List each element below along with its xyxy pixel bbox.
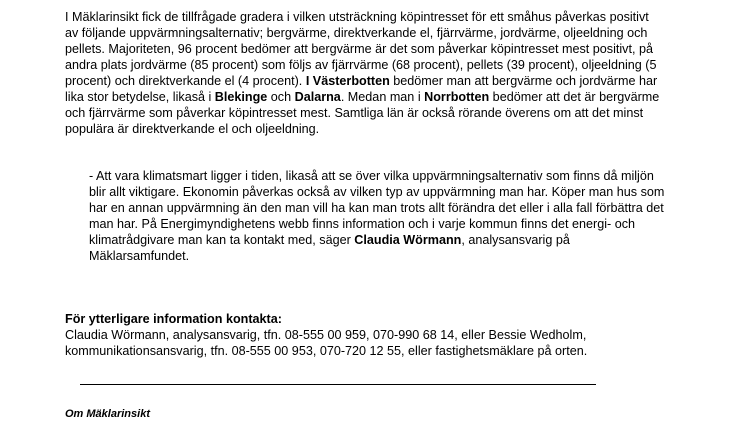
p1-text-a: I Mäklarinsikt fick de tillfrågade gradera i vilken utsträckning köpintresset för ett småhus påverkas positivt av följande uppvärmningsalternativ; bergvärme, direktverkande el, fjärrvärme, jordvärme, oljeeldning och pellets. Majoriteten, 96 procent bedömer att bergvärme är det som påverkar köpintresset mest positivt, på andra plats jordvärme (85 procent) som följs av fjärrvärme (68 procent), pellets (39 procent), oljeeldning (5 procent) och direktverkande el (4 procent).: [65, 10, 657, 88]
region-vasterbotten: I Västerbotten: [305, 74, 390, 88]
region-dalarna: Dalarna: [294, 90, 341, 104]
p2-text-b: , analysansvarig på Mäklarsamfundet.: [89, 233, 570, 263]
region-norrbotten: Norrbotten: [424, 90, 490, 104]
p1-text-c: och: [267, 90, 295, 104]
paragraph-heating-survey: [65, 9, 665, 137]
contact-line-2: kommunikationsansvarig, tfn. 08-555 00 953, 070-720 12 55, eller fastighetsmäklare på orten.: [65, 344, 588, 358]
p1-text-e: bedömer att det är bergvärme och fjärrvärme som påverkar köpintresset mest. Samtliga län är också rörande överens om att det minst populära är direktverkande el och oljeeldning.: [65, 90, 660, 136]
p1-text-b: bedömer man att bergvärme och jordvärme har lika stor betydelse, likaså i: [65, 74, 658, 104]
contact-heading: För ytterligare information kontakta:: [65, 312, 282, 326]
p1-text-d: . Medan man i: [340, 90, 425, 104]
contact-line-1: Claudia Wörmann, analysansvarig, tfn. 08-555 00 959, 070-990 68 14, eller Bessie Wedholm,: [65, 328, 587, 342]
contact-section: [65, 311, 685, 359]
divider-line: [80, 384, 596, 385]
region-blekinge: Blekinge: [214, 90, 268, 104]
paragraph-quote: [89, 168, 669, 264]
quote-author: Claudia Wörmann: [354, 233, 462, 247]
about-heading: Om Mäklarinsikt: [65, 408, 150, 420]
p2-text-a: - Att vara klimatsmart ligger i tiden, likaså att se över vilka uppvärmningsalternativ som finns då miljön blir allt viktigare. Ekonomin påverkas också av vilken typ av uppvärmning man har. Köper man hus som har en annan uppvärmning än den man vill ha kan man trots allt förändra det eller i alla fall förbättra det man har. På Energimyndighetens webb finns information och i varje kommun finns det energi- och klimatrådgivare man kan ta kontakt med, säger: [89, 169, 665, 247]
